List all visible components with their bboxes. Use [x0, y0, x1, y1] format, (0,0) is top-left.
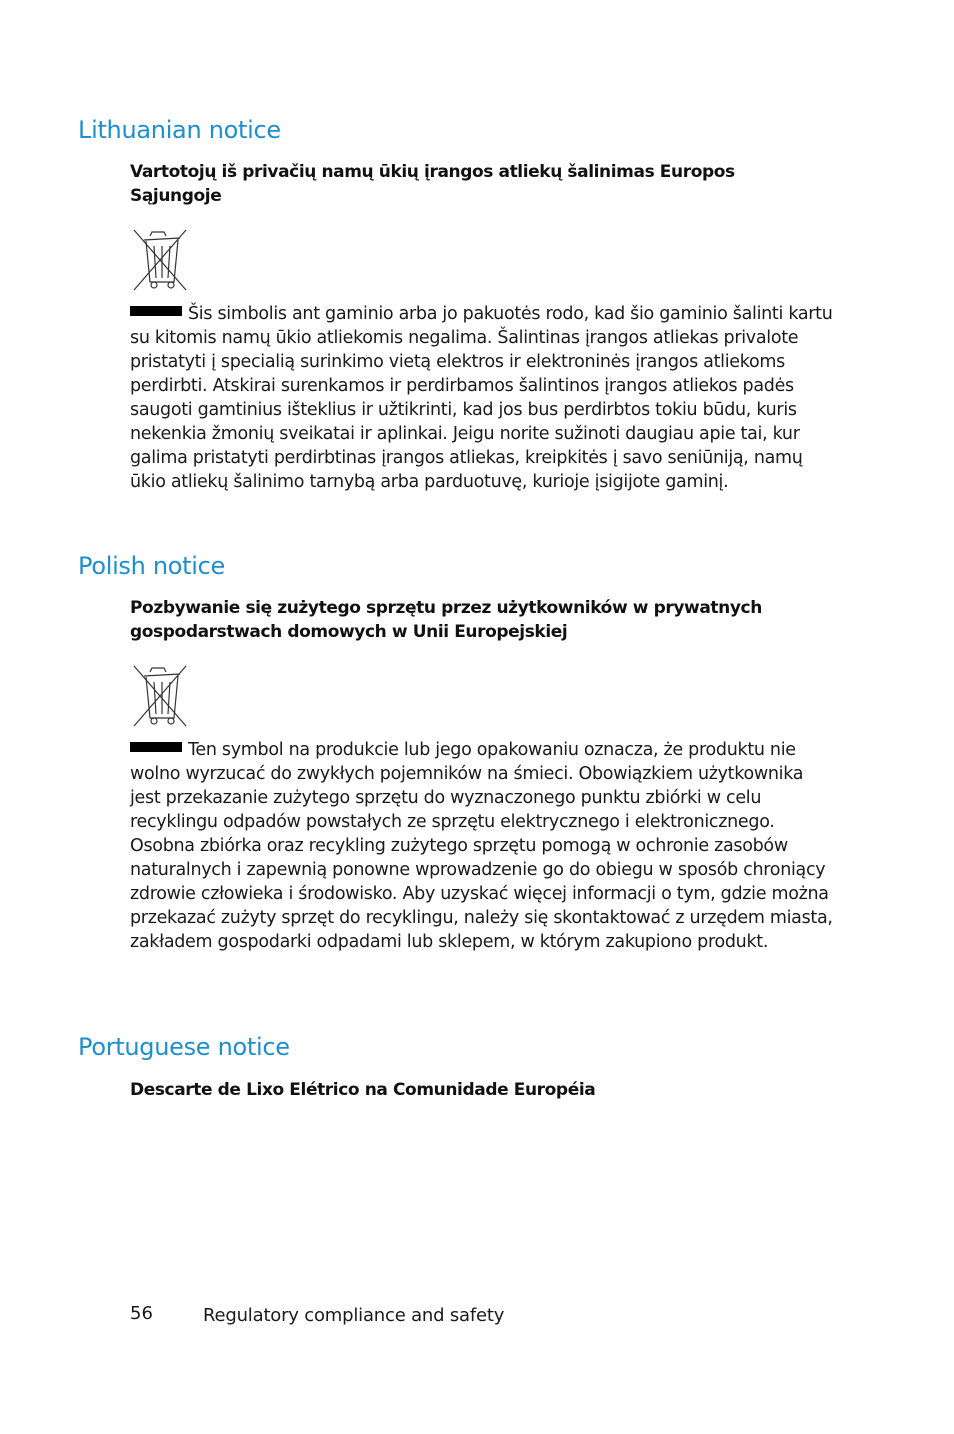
section-heading-portuguese: Portuguese notice — [78, 1033, 290, 1061]
section-heading-lithuanian: Lithuanian notice — [78, 116, 281, 144]
notice-text-polish: Ten symbol na produkcie lub jego opakowaniu oznacza, że produktu nie wolno wyrzucać do zwykłych pojemników na śmieci. Obowiązkiem użytkownika jest przekazanie zużytego sprzętu do wyznaczonego punktu zbiórki w celu recyklingu odpadów powstałych ze sprzętu elektrycznego i elektronicznego. Osobna zbiórka oraz recykling zużytego sprzętu pomogą w ochronie zasobów naturalnych i zapewnią ponowne wprowadzenie go do obiegu w sposób chroniący zdrowie człowieka i środowisko. Aby uzyskać więcej informacji o tym, gdzie można przekazać zużyty sprzęt do recyklingu, należy się skontaktować z urzędem miasta, zakładem gospodarki odpadami lub sklepem, w którym zakupiono produkt. — [130, 740, 833, 952]
notice-text-lithuanian: Šis simbolis ant gaminio arba jo pakuotės rodo, kad šio gaminio šalinti kartu su kitomis namų ūkio atliekomis negalima. Šalintinas įrangos atliekas privalote pristatyti į specialią surinkimo vietą elektros ir elektroninės įrangos atliekoms perdirbti. Atskirai surenkamos ir perdirbamos šalintinos įrangos atliekos padės saugoti gamtinius išteklius ir užtikrinti, kad jos bus perdirbtos tokiu būdu, kuris nekenkia žmonių sveikatai ir aplinkai. Jeigu norite sužinoti daugiau apie tai, kur galima pristatyti perdirbtinas įrangos atliekas, kreipkitės į savo seniūniją, namų ūkio atliekų šalinimo tarnybą arba parduotuvę, kurioje įsigijote gaminį. — [130, 304, 833, 492]
subheading-portuguese: Descarte de Lixo Elétrico na Comunidade Européia — [130, 1080, 596, 1100]
notice-body-lithuanian — [130, 302, 835, 494]
footer-title: Regulatory compliance and safety — [203, 1305, 505, 1326]
black-bar — [130, 306, 182, 316]
black-bar — [130, 742, 182, 752]
subheading-lithuanian: Vartotojų iš privačių namų ūkių įrangos atliekų šalinimas Europos Sąjungoje — [130, 162, 735, 206]
subheading-polish: Pozbywanie się zużytego sprzętu przez użytkowników w prywatnych gospodarstwach domowych w Unii Europejskiej — [130, 598, 762, 642]
notice-body-polish — [130, 738, 835, 954]
section-heading-polish: Polish notice — [78, 552, 226, 580]
crossed-out-wheelie-bin-icon — [130, 664, 190, 728]
crossed-out-wheelie-bin-icon — [130, 228, 190, 292]
page-number: 56 — [130, 1303, 153, 1324]
